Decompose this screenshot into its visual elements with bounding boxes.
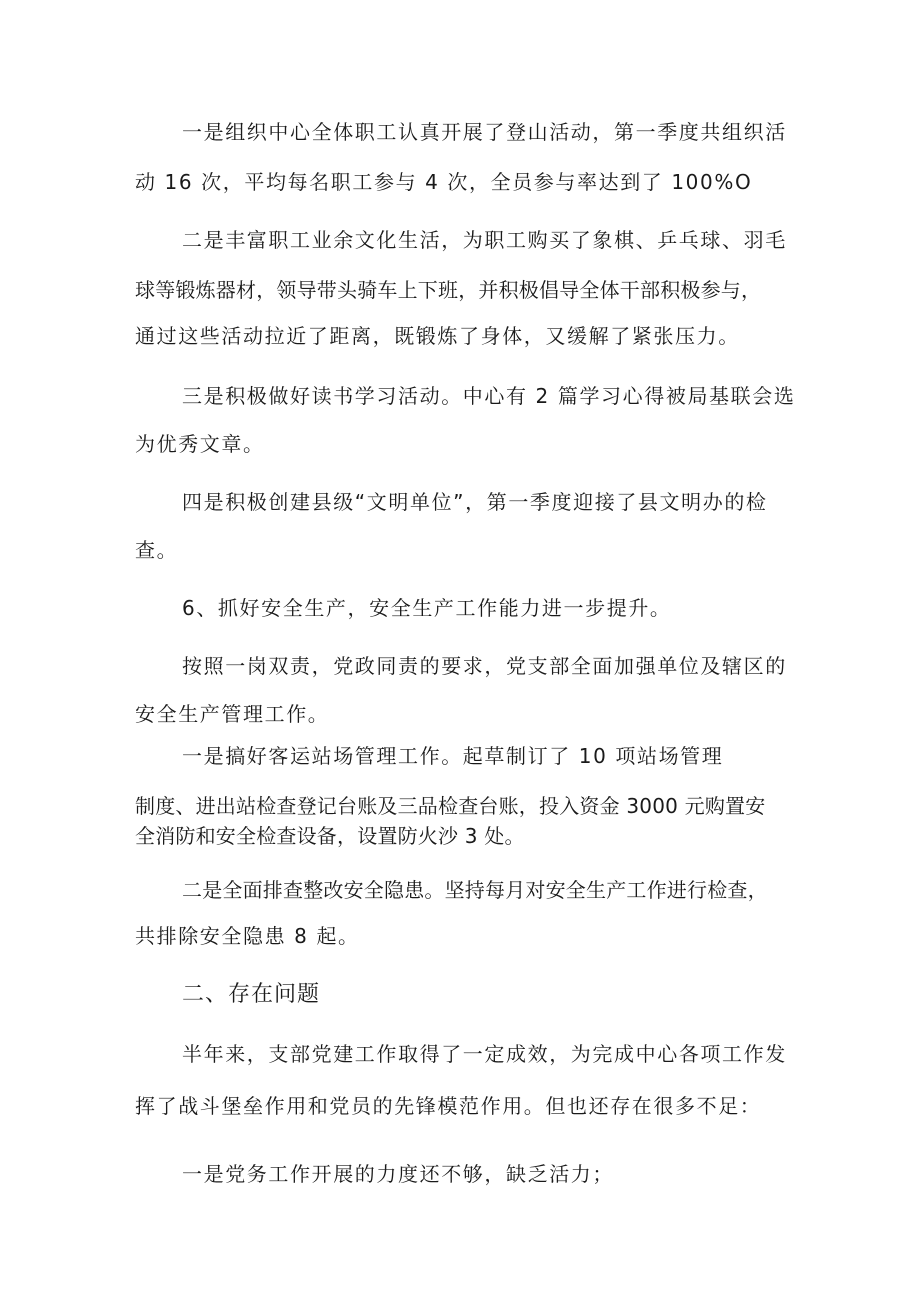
- paragraph-7-line-3: 全消防和安全检查设备，设置防火沙 3 处。: [135, 824, 525, 848]
- paragraph-9-line-2: 挥了战斗堡垒作用和党员的先锋模范作用。但也还存在很多不足：: [135, 1094, 762, 1118]
- section-heading-existing-problems: 二、存在问题: [182, 982, 321, 1007]
- paragraph-2-line-2: 球等锻炼器材，领导带头骑车上下班，并积极倡导全体干部积极参与，: [135, 278, 762, 302]
- paragraph-9-line-1: 半年来，支部党建工作取得了一定成效，为完成中心各项工作发: [182, 1042, 787, 1066]
- paragraph-8-line-2: 共排除安全隐患 8 起。: [135, 924, 360, 948]
- paragraph-4-line-1: 四是积极创建县级“文明单位”，第一季度迎接了县文明办的检: [182, 490, 768, 514]
- paragraph-7-line-1: 一是搞好客运站场管理工作。起草制订了 10 项站场管理: [182, 744, 724, 768]
- paragraph-3-line-1: 三是积极做好读书学习活动。中心有 2 篇学习心得被局基联会选: [182, 384, 796, 408]
- paragraph-2-line-3: 通过这些活动拉近了距离，既锻炼了身体，又缓解了紧张压力。: [135, 324, 740, 348]
- paragraph-7-line-2: 制度、进出站检查登记台账及三品检查台账，投入资金 3000 元购置安: [135, 794, 766, 818]
- paragraph-6-line-1: 按照一岗双责，党政同责的要求，党支部全面加强单位及辖区的: [182, 654, 787, 678]
- paragraph-1-line-1: 一是组织中心全体职工认真开展了登山活动，第一季度共组织活: [182, 120, 787, 144]
- paragraph-3-line-2: 为优秀文章。: [135, 432, 265, 456]
- paragraph-6-line-2: 安全生产管理工作。: [135, 702, 330, 726]
- paragraph-10-line-1: 一是党务工作开展的力度还不够，缺乏活力；: [182, 1162, 614, 1186]
- paragraph-4-line-2: 查。: [135, 538, 179, 562]
- numbered-item-6: 6、抓好安全生产，安全生产工作能力进一步提升。: [182, 596, 672, 620]
- paragraph-1-line-2: 动 16 次，平均每名职工参与 4 次，全员参与率达到了 100%O: [135, 170, 753, 194]
- paragraph-2-line-1: 二是丰富职工业余文化生活，为职工购买了象棋、乒乓球、羽毛: [182, 228, 787, 252]
- paragraph-8-line-1: 二是全面排查整改安全隐患。坚持每月对安全生产工作进行检查，: [182, 878, 768, 902]
